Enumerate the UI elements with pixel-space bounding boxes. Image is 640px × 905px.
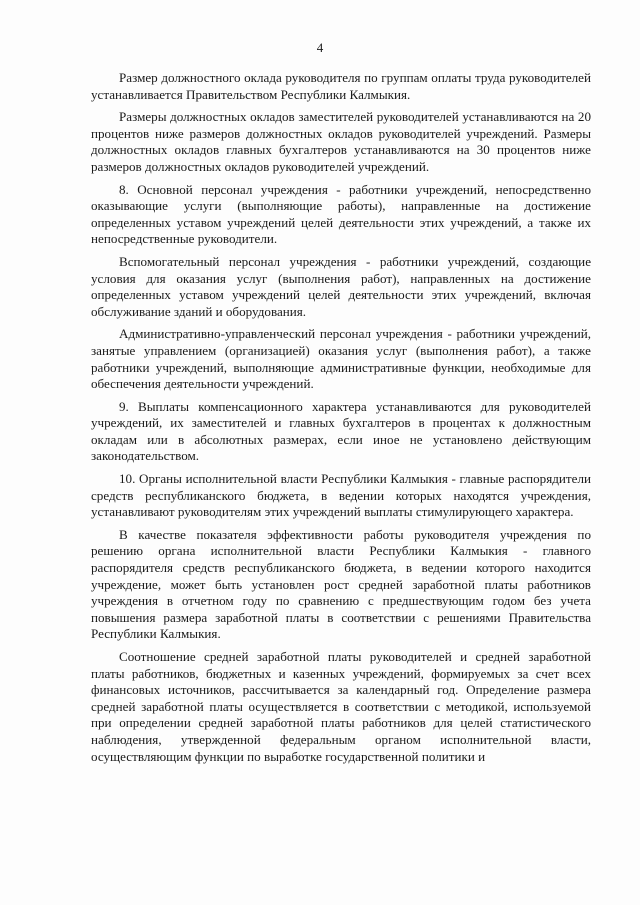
paragraph-10-incentives: 10. Органы исполнительной власти Республики Калмыкия - главные распорядители средств республиканского бюджета, в ведении которых находятся учреждения, устанавливают руководителям этих учреждений выплаты стимулирующего характера. bbox=[91, 471, 591, 520]
page-number: 4 bbox=[316, 40, 324, 55]
paragraph-salary-size: Размер должностного оклада руководителя по группам оплаты труда руководителей устанавливается Правительством Республики Калмыкия. bbox=[91, 70, 591, 102]
paragraph-8-main-staff: 8. Основной персонал учреждения - работники учреждений, непосредственно оказывающие услуги (выполняющие работы), направленные на достижение определенных уставом учреждений целей деятельности этих учреждений, а также их непосредственные руководители. bbox=[91, 181, 591, 247]
paragraph-support-staff: Вспомогательный персонал учреждения - работники учреждений, создающие условия для оказания услуг (выполнения работ), направленных на достижение определенных уставом учреждений целей деятельности этих учреждений, включая обслуживание зданий и оборудования. bbox=[91, 253, 591, 319]
paragraph-admin-staff: Административно-управленческий персонал учреждения - работники учреждений, занятые управлением (организацией) оказания услуг (выполнения работ), а также работники учреждений, выполняющие административные функции, необходимые для обеспечения деятельности учреждений. bbox=[91, 326, 591, 392]
paragraph-9-compensation: 9. Выплаты компенсационного характера устанавливаются для руководителей учреждений, их заместителей и главных бухгалтеров в процентах к должностным окладам или в абсолютных размерах, если иное не установлено действующим законодательством. bbox=[91, 398, 591, 464]
paragraph-salary-ratio: Соотношение средней заработной платы руководителей и средней заработной платы работников, бюджетных и казенных учреждений, формируемых за счет всех финансовых источников, рассчитывается за календарный год. Определение размера средней заработной платы осуществляется в соответствии с методикой, используемой при определении средней заработной платы работников для целей статистического наблюдения, утвержденной федеральным органом исполнительной власти, осуществляющим функции по выработке государственной политики и bbox=[91, 649, 591, 764]
document-body bbox=[91, 70, 591, 771]
paragraph-deputy-salaries: Размеры должностных окладов заместителей руководителей устанавливаются на 20 процентов ниже размеров должностных окладов руководителей учреждений. Размеры должностных окладов главных бухгалтеров устанавливаются на 30 процентов ниже размеров должностных окладов руководителей учреждений. bbox=[91, 109, 591, 174]
paragraph-efficiency-indicator: В качестве показателя эффективности работы руководителя учреждения по решению органа исполнительной власти Республики Калмыкия - главного распорядителя средств республиканского бюджета, в ведении которого находится учреждение, может быть установлен рост средней заработной платы работников учреждения в отчетном году по сравнению с предшествующим годом без учета повышения размера заработной платы в соответствии с решениями Правительства Республики Калмыкия. bbox=[91, 526, 591, 642]
